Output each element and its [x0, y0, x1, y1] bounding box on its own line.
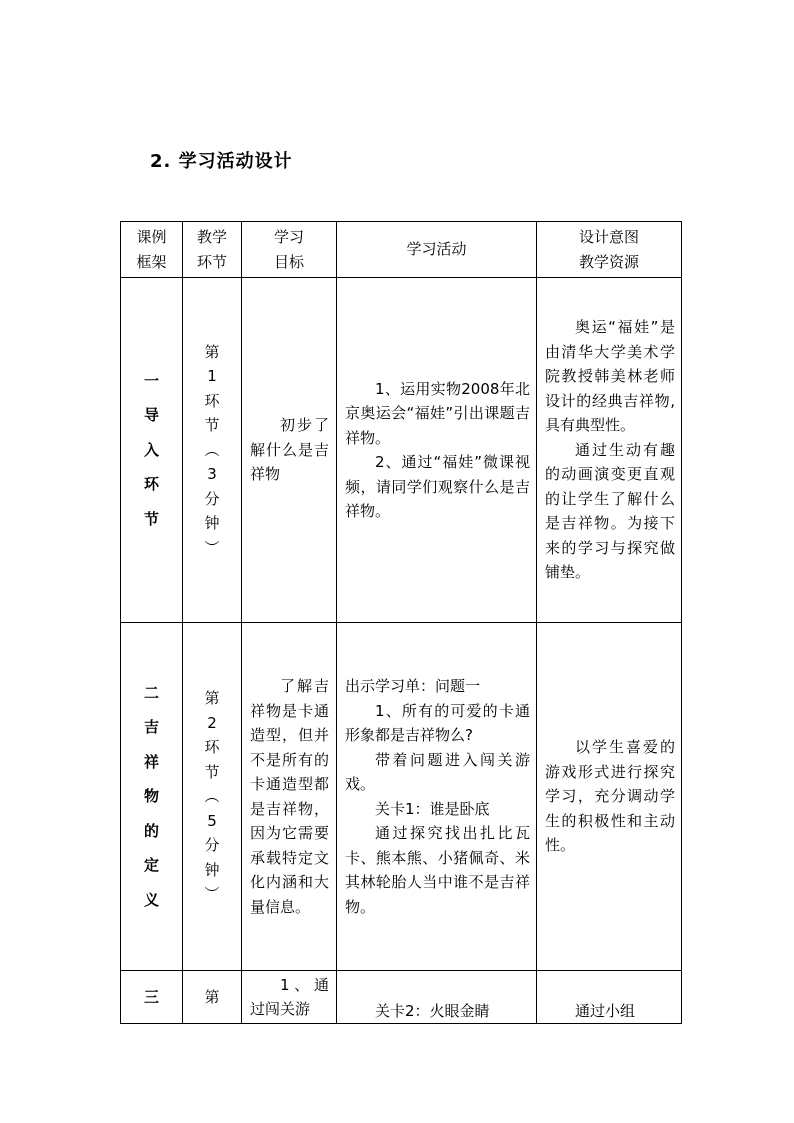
frame-char: 义	[143, 890, 159, 909]
header-goal-line1: 学习	[273, 228, 304, 246]
table-row	[121, 623, 682, 971]
stage-char: ︶	[204, 538, 220, 557]
intent-paragraph: 通过小组	[575, 1001, 636, 1020]
header-stage	[183, 222, 242, 278]
stage-char: 节	[204, 416, 220, 435]
stage-char: 节	[204, 762, 220, 781]
activity-paragraph: 关卡1：谁是卧底	[375, 799, 490, 818]
activity-cell-1	[337, 278, 537, 623]
header-frame-line2: 框架	[136, 252, 167, 271]
table-row	[121, 278, 682, 623]
stage-char: ︶	[204, 885, 220, 904]
intent-cell-2	[537, 623, 682, 971]
frame-char: 节	[143, 509, 159, 528]
intent-paragraph: 奥运“福娃”是由清华大学美术学院教授韩美林老师设计的经典吉祥物,具有典型性。	[545, 318, 675, 435]
header-frame	[121, 222, 183, 278]
header-frame-line1: 课例	[136, 228, 167, 246]
frame-char: 一	[143, 371, 159, 390]
frame-char: 祥	[143, 752, 159, 771]
frame-char: 吉	[143, 718, 159, 737]
header-stage-line1: 教学	[196, 228, 227, 246]
activity-paragraph: 1、运用实物2008年北京奥运会“福娃”引出课题吉祥物。	[345, 379, 530, 447]
stage-char: 第	[204, 342, 220, 361]
activity-lead: 出示学习单：问题一	[345, 677, 481, 695]
stage-char: 钟	[204, 860, 220, 879]
activity-paragraph: 1、所有的可爱的卡通形象都是吉祥物么?	[345, 701, 530, 744]
intent-paragraph: 以学生喜爱的游戏形式进行探究学习，充分调动学生的积极性和主动性。	[545, 738, 675, 855]
header-intent-line1: 设计意图	[578, 228, 639, 246]
activity-paragraph: 带着问题进入闯关游戏。	[345, 750, 530, 793]
activity-paragraph: 2、通过“福娃”微课视频，请同学们观察什么是吉祥物。	[345, 453, 530, 520]
header-intent	[537, 222, 682, 278]
stage-cell-3	[183, 971, 242, 1024]
frame-char: 三	[143, 987, 159, 1006]
goal-text: 1、通过闯关游	[250, 975, 329, 1018]
frame-char: 入	[143, 440, 159, 459]
stage-char: 1	[207, 367, 217, 386]
header-goal-line2: 目标	[273, 252, 304, 271]
intent-paragraph: 通过生动有趣的动画演变更直观的让学生了解什么是吉祥物。为接下来的学习与探究做铺垫。	[545, 440, 675, 582]
goal-text: 了解吉祥物是卡通造型，但并不是所有的卡通造型都是吉祥物，因为它需要承载特定文化内涵和大量信息。	[250, 677, 329, 916]
frame-cell-intro	[121, 278, 183, 623]
activity-cell-2	[337, 623, 537, 971]
header-stage-line2: 环节	[196, 252, 227, 271]
frame-char: 环	[143, 475, 159, 494]
learning-activity-table	[120, 221, 682, 1024]
stage-char: 分	[204, 836, 220, 855]
stage-char: ︵	[204, 440, 220, 459]
header-goal	[242, 222, 337, 278]
stage-char: 5	[207, 811, 217, 830]
stage-cell-1	[183, 278, 242, 623]
stage-char: 环	[204, 738, 220, 757]
stage-char: 3	[207, 465, 217, 484]
intent-cell-3	[537, 971, 682, 1024]
stage-char: 分	[204, 489, 220, 508]
goal-cell-1	[242, 278, 337, 623]
header-activity: 学习活动	[337, 222, 537, 278]
table-row	[121, 971, 682, 1024]
frame-char: 定	[143, 856, 159, 875]
stage-char: 第	[204, 987, 220, 1006]
intent-cell-1	[537, 278, 682, 623]
stage-cell-2	[183, 623, 242, 971]
activity-paragraph: 通过探究找出扎比瓦卡、熊本熊、小猪佩奇、米其林轮胎人当中谁不是吉祥物。	[345, 824, 530, 916]
stage-char: 2	[207, 713, 217, 732]
header-intent-line2: 教学资源	[578, 252, 639, 271]
goal-cell-3	[242, 971, 337, 1024]
stage-char: 环	[204, 391, 220, 410]
activity-cell-3	[337, 971, 537, 1024]
frame-char: 的	[143, 821, 159, 840]
activity-paragraph: 关卡2：火眼金睛	[375, 1001, 490, 1020]
goal-cell-2	[242, 623, 337, 971]
stage-char: 第	[204, 689, 220, 708]
stage-char: ︵	[204, 787, 220, 806]
stage-char: 钟	[204, 514, 220, 533]
frame-char: 导	[143, 406, 159, 425]
section-heading: 2. 学习活动设计	[150, 151, 293, 172]
frame-char: 二	[143, 683, 159, 702]
frame-cell-definition	[121, 623, 183, 971]
frame-cell-third	[121, 971, 183, 1024]
table-header-row	[121, 222, 682, 278]
goal-text: 初步了解什么是吉祥物	[250, 416, 329, 484]
frame-char: 物	[143, 787, 159, 806]
